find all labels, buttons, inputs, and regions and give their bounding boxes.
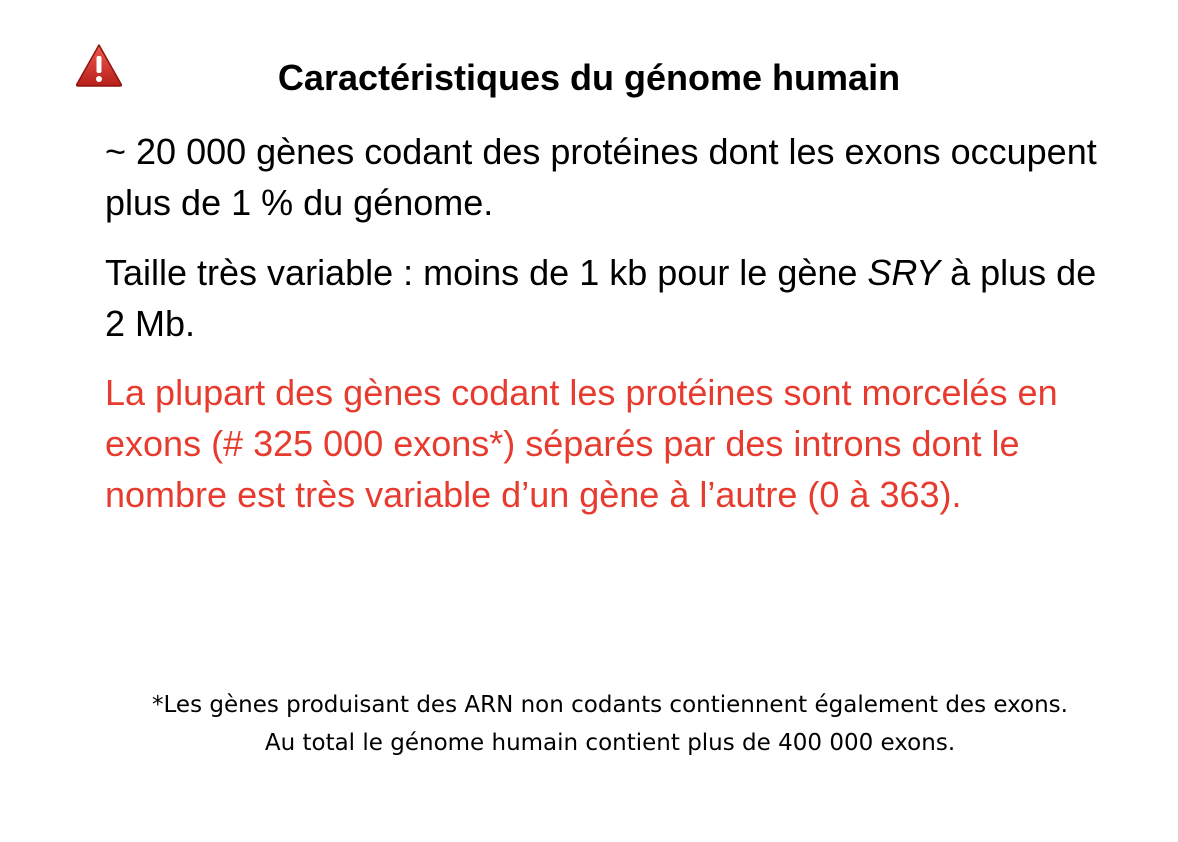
gene-size-text-before: Taille très variable : moins de 1 kb pour le gène — [105, 252, 868, 293]
paragraph-exons-introns: La plupart des gènes codant les protéines sont morcelés en exons (# 325 000 exons*) séparés par des introns dont le nombre est très variable d’un gène à l’autre (0 à 363). — [105, 372, 1058, 515]
footnote-line-1: *Les gènes produisant des ARN non codants contiennent également des exons. — [152, 692, 1068, 718]
footnote — [120, 686, 1100, 762]
paragraph-gene-size — [105, 247, 1125, 349]
gene-size-text-after: à plus de 2 Mb. — [105, 252, 1097, 344]
footnote-line-2: Au total le génome humain contient plus de 400 000 exons. — [264, 730, 956, 756]
slide-title: Caractéristiques du génome humain — [277, 57, 901, 98]
paragraph-gene-count: ~ 20 000 gènes codant des protéines dont les exons occupent plus de 1 % du génome. — [105, 131, 1097, 223]
gene-name-sry: SRY — [867, 252, 941, 293]
